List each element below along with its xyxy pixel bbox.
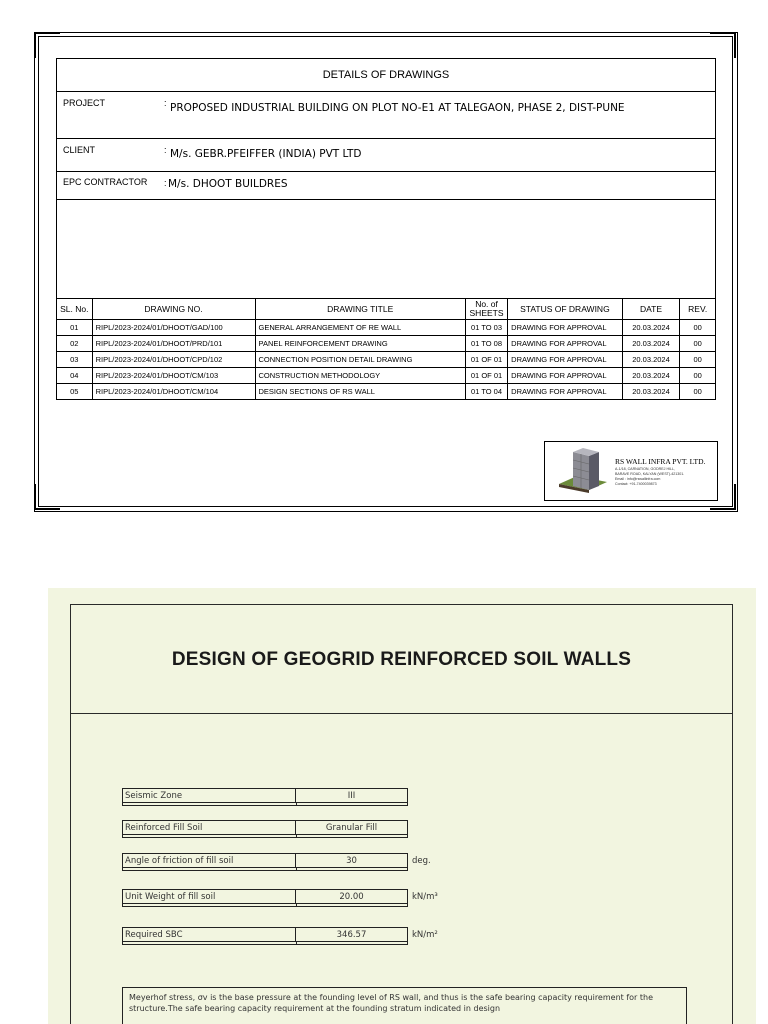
table-cell: DRAWING FOR APPROVAL xyxy=(508,352,622,368)
table-cell: GENERAL ARRANGEMENT OF RE WALL xyxy=(255,320,465,336)
table-cell: 05 xyxy=(57,384,92,400)
property-value: 30 xyxy=(296,853,408,868)
column-header: STATUS OF DRAWING xyxy=(508,299,622,320)
table-cell: DESIGN SECTIONS OF RS WALL xyxy=(255,384,465,400)
design-title-band xyxy=(71,605,732,714)
property-value: 346.57 xyxy=(296,927,408,942)
table-cell: 20.03.2024 xyxy=(622,368,680,384)
property-underline xyxy=(122,904,408,907)
table-cell: DRAWING FOR APPROVAL xyxy=(508,384,622,400)
property-label: Unit Weight of fill soil xyxy=(122,889,296,904)
table-row xyxy=(57,384,715,400)
table-cell: 01 OF 01 xyxy=(465,352,507,368)
project-row xyxy=(57,92,715,139)
property-label: Angle of friction of fill soil xyxy=(122,853,296,868)
table-cell: 03 xyxy=(57,352,92,368)
table-cell: CONNECTION POSITION DETAIL DRAWING xyxy=(255,352,465,368)
table-cell: 01 xyxy=(57,320,92,336)
property-unit: deg. xyxy=(412,856,431,866)
company-address-line: A-1/18, CARNATION, GODREJ HILL, xyxy=(615,467,676,471)
table-cell: CONSTRUCTION METHODOLOGY xyxy=(255,368,465,384)
table-cell: 20.03.2024 xyxy=(622,384,680,400)
corner-mark-bottom-left xyxy=(34,484,36,510)
table-cell: RIPL/2023-2024/01/DHOOT/CPD/102 xyxy=(92,352,255,368)
table-cell: RIPL/2023-2024/01/DHOOT/PRD/101 xyxy=(92,336,255,352)
property-label: Seismic Zone xyxy=(122,788,296,803)
corner-mark-top-left-h xyxy=(34,32,60,34)
property-underline xyxy=(122,803,408,806)
company-email: Email : info@rswallinfra.com xyxy=(615,477,661,481)
drawings-register xyxy=(56,58,716,400)
table-cell: 00 xyxy=(680,320,715,336)
table-row xyxy=(57,336,715,352)
table-row xyxy=(57,320,715,336)
table-cell: 01 TO 08 xyxy=(465,336,507,352)
table-cell: 04 xyxy=(57,368,92,384)
table-cell: DRAWING FOR APPROVAL xyxy=(508,320,622,336)
column-header: DATE xyxy=(622,299,680,320)
corner-mark-top-left xyxy=(34,32,36,58)
table-cell: 00 xyxy=(680,336,715,352)
property-underline xyxy=(122,868,408,871)
drawings-table-body xyxy=(57,320,715,400)
table-cell: 20.03.2024 xyxy=(622,352,680,368)
company-title-block xyxy=(544,441,718,501)
property-label: Reinforced Fill Soil xyxy=(122,820,296,835)
client-row xyxy=(57,139,715,172)
project-colon: : xyxy=(164,98,167,108)
property-value: Granular Fill xyxy=(296,820,408,835)
register-blank-area xyxy=(57,200,715,299)
table-cell: 00 xyxy=(680,384,715,400)
table-cell: 01 OF 01 xyxy=(465,368,507,384)
table-cell: 20.03.2024 xyxy=(622,320,680,336)
drawings-table xyxy=(57,299,715,399)
register-title: DETAILS OF DRAWINGS xyxy=(57,59,715,92)
epc-label: EPC CONTRACTOR xyxy=(63,177,148,187)
table-cell: 01 TO 04 xyxy=(465,384,507,400)
property-underline xyxy=(122,835,408,838)
corner-mark-top-right xyxy=(734,32,736,58)
column-header: SL. No. xyxy=(57,299,92,320)
table-cell: PANEL REINFORCEMENT DRAWING xyxy=(255,336,465,352)
project-value: PROPOSED INDUSTRIAL BUILDING ON PLOT NO-E1 AT TALEGAON, PHASE 2, DIST-PUNE xyxy=(170,102,625,114)
corner-mark-top-right-h xyxy=(710,32,736,34)
drawings-table-header xyxy=(57,299,715,320)
epc-row xyxy=(57,172,715,200)
table-cell: RIPL/2023-2024/01/DHOOT/CM/103 xyxy=(92,368,255,384)
table-cell: 01 TO 03 xyxy=(465,320,507,336)
column-header: DRAWING TITLE xyxy=(255,299,465,320)
column-header: No. of SHEETS xyxy=(465,299,507,320)
company-address-line: BARAVE ROAD, KALYAN (WEST)-421301. xyxy=(615,472,685,476)
client-value: M/s. GEBR.PFEIFFER (INDIA) PVT LTD xyxy=(170,148,362,160)
table-cell: 20.03.2024 xyxy=(622,336,680,352)
table-cell: DRAWING FOR APPROVAL xyxy=(508,368,622,384)
design-report-page xyxy=(48,588,756,1024)
table-cell: RIPL/2023-2024/01/DHOOT/CM/104 xyxy=(92,384,255,400)
property-underline xyxy=(122,942,408,945)
design-title: DESIGN OF GEOGRID REINFORCED SOIL WALLS xyxy=(171,649,632,670)
company-name: RS WALL INFRA PVT. LTD. xyxy=(615,457,706,466)
client-colon: : xyxy=(164,145,167,155)
table-row xyxy=(57,368,715,384)
epc-value: M/s. DHOOT BUILDRES xyxy=(168,178,288,190)
epc-colon: : xyxy=(164,178,167,188)
corner-mark-bottom-right-h xyxy=(710,508,736,510)
property-label: Required SBC xyxy=(122,927,296,942)
table-row xyxy=(57,352,715,368)
property-unit: kN/m² xyxy=(412,930,438,940)
meyerhof-note: Meyerhof stress, σv is the base pressure at the founding level of RS wall, and thus is the safe bearing capacity requirement for the structure.The safe bearing capacity requirement at the founding stratum indicated in design xyxy=(122,987,687,1024)
property-value: III xyxy=(296,788,408,803)
property-value: 20.00 xyxy=(296,889,408,904)
corner-mark-bottom-right xyxy=(734,484,736,510)
corner-mark-bottom-left-h xyxy=(34,508,60,510)
design-report-frame xyxy=(70,604,733,1024)
company-contact: Contact: +91-7400039873 xyxy=(615,482,657,486)
table-cell: 02 xyxy=(57,336,92,352)
table-cell: 00 xyxy=(680,368,715,384)
project-label: PROJECT xyxy=(63,98,106,108)
property-unit: kN/m³ xyxy=(412,892,438,902)
company-logo-icon xyxy=(553,446,611,496)
table-cell: 00 xyxy=(680,352,715,368)
client-label: CLIENT xyxy=(63,145,96,155)
drawing-register-sheet xyxy=(34,32,738,512)
column-header: DRAWING NO. xyxy=(92,299,255,320)
table-cell: DRAWING FOR APPROVAL xyxy=(508,336,622,352)
column-header: REV. xyxy=(680,299,715,320)
table-cell: RIPL/2023-2024/01/DHOOT/GAD/100 xyxy=(92,320,255,336)
